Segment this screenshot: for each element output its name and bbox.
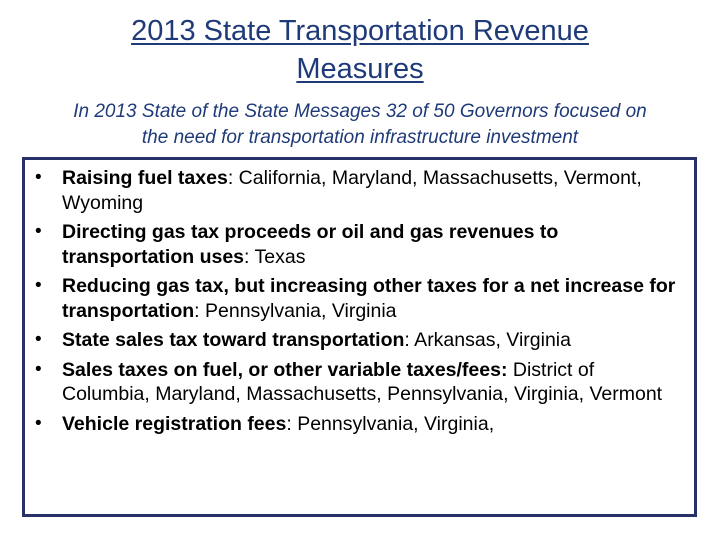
bullet-icon: • — [35, 329, 42, 350]
bullet-lead-text: Sales taxes on fuel, or other variable taxes/fees: — [62, 358, 508, 381]
slide-subtitle-line-1: In 2013 State of the State Messages 32 of 50 Governors focused on — [73, 101, 647, 122]
bullet-lead-text: Directing gas tax proceeds or oil and gas revenues to transportation uses — [62, 221, 559, 268]
bullet-detail-text: : Pennsylvania, Virginia, — [286, 412, 495, 435]
slide-title-line-2: Measures — [296, 53, 424, 85]
bullet-item — [35, 358, 686, 407]
bullet-item — [35, 274, 686, 323]
bullet-lead-text: Reducing gas tax, but increasing other taxes for a net increase for transportation — [62, 275, 676, 322]
bullet-lead-text: Vehicle registration fees — [62, 412, 287, 435]
bullet-detail-text: : Pennsylvania, Virginia — [194, 299, 397, 322]
slide-title-line-1: 2013 State Transportation Revenue — [131, 15, 589, 47]
bullet-detail-text: : Texas — [244, 245, 306, 268]
slide-title — [0, 12, 720, 88]
bullet-icon: • — [35, 221, 42, 242]
bullet-item — [35, 328, 686, 353]
bullet-icon: • — [35, 412, 42, 434]
bullet-detail-text: District of Columbia, Maryland, Massachusetts, Pennsylvania, Virginia, Vermont — [62, 358, 663, 405]
bullet-item — [35, 166, 686, 215]
bullet-item — [35, 220, 686, 269]
bullet-lead-text: Raising fuel taxes — [62, 167, 228, 189]
bullet-detail-text: : California, Maryland, Massachusetts, Vermont, Wyoming — [62, 167, 642, 214]
bullet-lead-text: State sales tax toward transportation — [62, 329, 405, 351]
bullet-list — [35, 166, 686, 436]
slide-subtitle-line-2: the need for transportation infrastructure investment — [141, 127, 579, 148]
bullet-detail-text: : Arkansas, Virginia — [404, 329, 571, 351]
slide-subtitle — [18, 99, 702, 151]
bullet-item — [35, 412, 686, 437]
bullet-list-box — [22, 157, 697, 517]
bullet-icon: • — [35, 358, 42, 380]
bullet-icon: • — [35, 275, 42, 296]
bullet-icon: • — [35, 167, 42, 188]
